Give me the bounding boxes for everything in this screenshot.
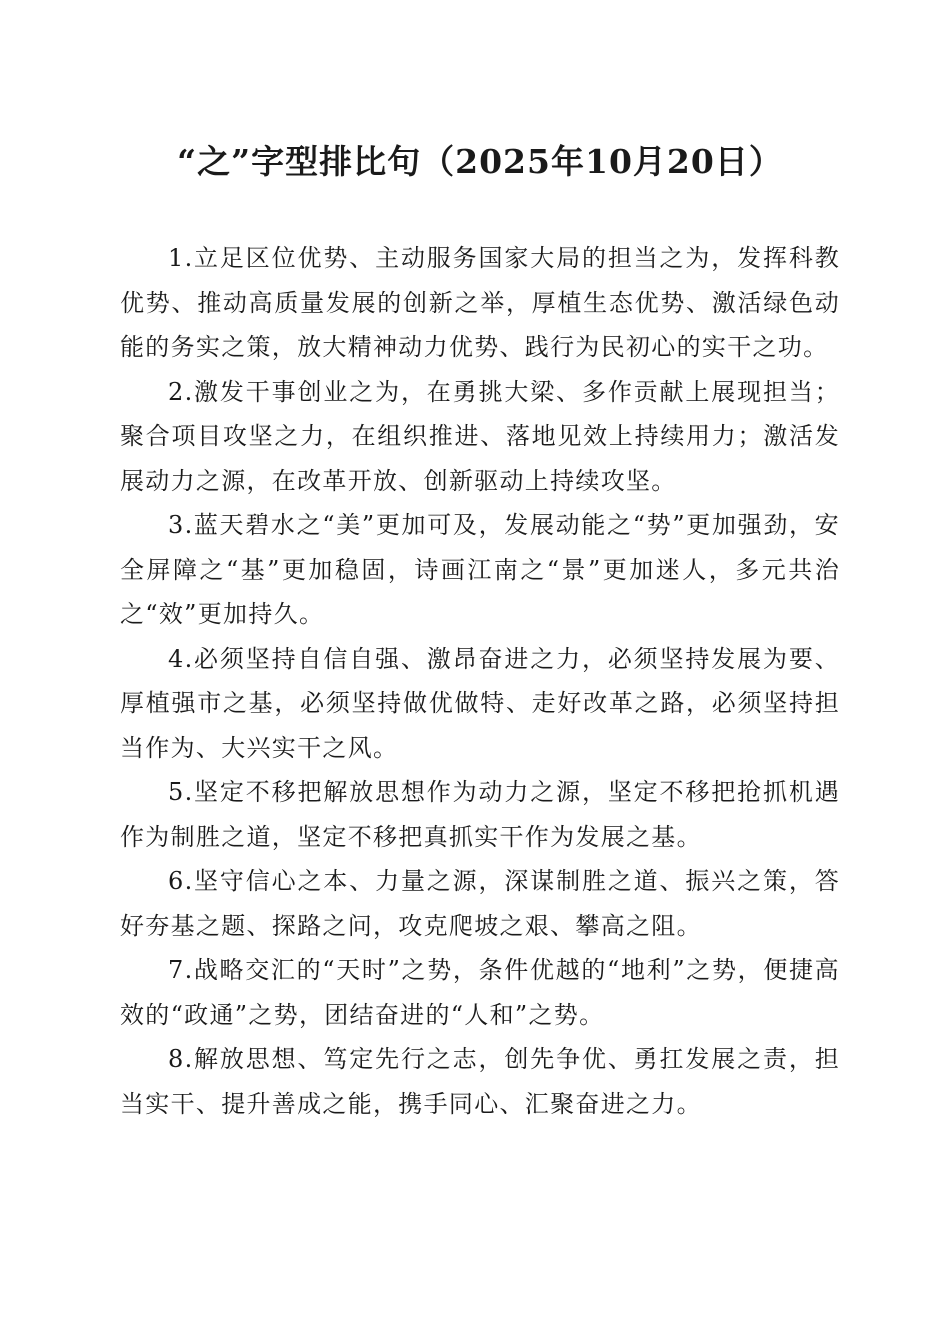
paragraph-3: 3.蓝天碧水之“美”更加可及，发展动能之“势”更加强劲，安全屏障之“基”更加稳固，诗画江南之“景”更加迷人，多元共治之“效”更加持久。 bbox=[120, 511, 840, 628]
paragraph-8: 8.解放思想、笃定先行之志，创先争优、勇扛发展之责，担当实干、提升善成之能，携手同心、汇聚奋进之力。 bbox=[120, 1045, 840, 1118]
paragraph-6: 6.坚守信心之本、力量之源，深谋制胜之道、振兴之策，答好夯基之题、探路之问，攻克爬坡之艰、攀高之阻。 bbox=[120, 867, 840, 940]
paragraph-2: 2.激发干事创业之为，在勇挑大梁、多作贡献上展现担当；聚合项目攻坚之力，在组织推进、落地见效上持续用力；激活发展动力之源，在改革开放、创新驱动上持续攻坚。 bbox=[120, 377, 840, 495]
paragraph-5: 5.坚定不移把解放思想作为动力之源，坚定不移把抢抓机遇作为制胜之道，坚定不移把真抓实干作为发展之基。 bbox=[120, 778, 840, 851]
paragraph-1: 1.立足区位优势、主动服务国家大局的担当之为，发挥科教优势、推动高质量发展的创新之举，厚植生态优势、激活绿色动能的务实之策，放大精神动力优势、践行为民初心的实干之功。 bbox=[120, 244, 840, 361]
document-title: “之”字型排比句（2025年10月20日） bbox=[177, 142, 783, 181]
paragraph-4: 4.必须坚持自信自强、激昂奋进之力，必须坚持发展为要、厚植强市之基，必须坚持做优做特、走好改革之路，必须坚持担当作为、大兴实干之风。 bbox=[120, 644, 840, 762]
paragraph-7: 7.战略交汇的“天时”之势，条件优越的“地利”之势，便捷高效的“政通”之势，团结奋进的“人和”之势。 bbox=[120, 956, 840, 1029]
